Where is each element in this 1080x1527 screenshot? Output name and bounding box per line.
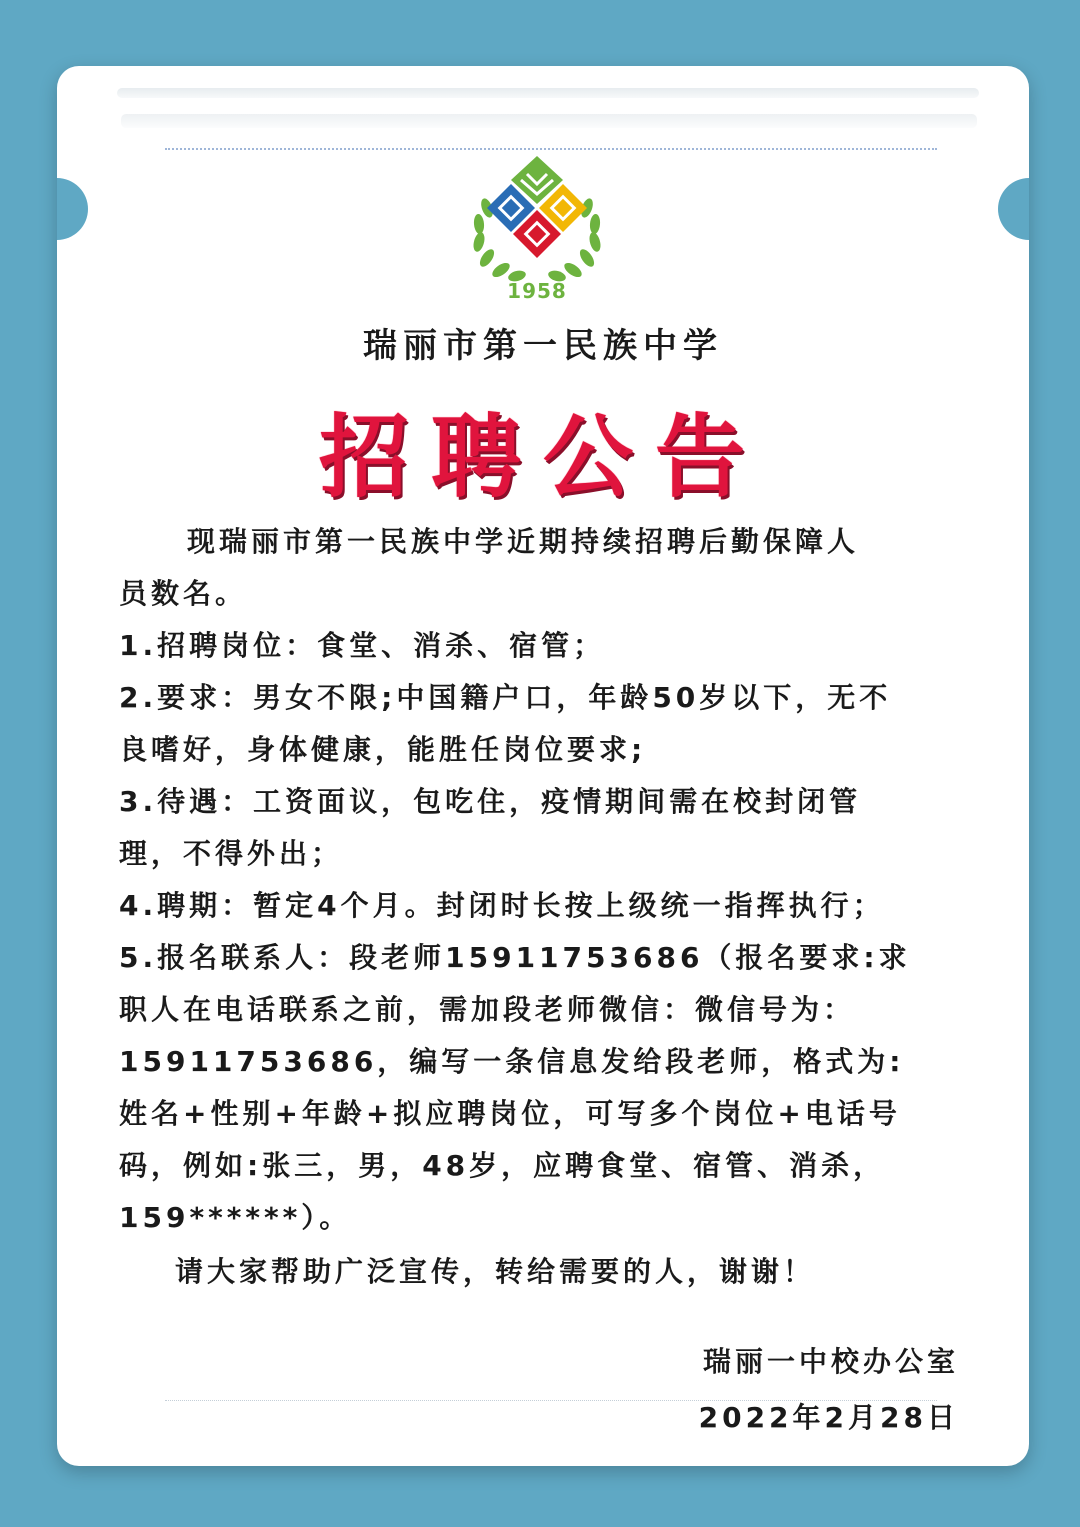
item-contact: 15911753686，编写一条信息发给段老师，格式为:	[119, 1045, 905, 1078]
item-contact: 姓名+性别+年龄+拟应聘岗位，可写多个岗位+电话号	[119, 1097, 901, 1130]
item-contact: 职人在电话联系之前，需加段老师微信：微信号为：	[119, 993, 856, 1026]
intro-line: 现瑞丽市第一民族中学近期持续招聘后勤保障人	[187, 525, 860, 558]
decorative-band	[117, 88, 979, 98]
decorative-band	[121, 114, 977, 128]
divider-top	[165, 148, 937, 150]
intro-line: 员数名。	[119, 577, 248, 610]
logo-year: 1958	[507, 279, 567, 303]
signature-block	[699, 1334, 959, 1446]
item-contact: 5.报名联系人：段老师15911753686（报名要求:求	[119, 941, 911, 974]
item-requirements: 良嗜好，身体健康，能胜任岗位要求;	[119, 733, 647, 766]
item-contact: 码，例如:张三，男，48岁，应聘食堂、宿管、消杀，	[119, 1149, 886, 1182]
item-contact: 159******）。	[119, 1201, 352, 1234]
page-title: 招聘公告	[319, 405, 767, 510]
item-benefits: 3.待遇：工资面议，包吃住，疫情期间需在校封闭管	[119, 785, 862, 818]
signature-date: 2022年2月28日	[698, 1401, 959, 1434]
item-requirements: 2.要求：男女不限;中国籍户口，年龄50岁以下，无不	[119, 681, 892, 714]
item-benefits: 理，不得外出；	[119, 837, 344, 870]
school-name: 瑞丽市第一民族中学	[363, 326, 723, 366]
paper-notch-right	[998, 178, 1029, 240]
item-positions: 1.招聘岗位：食堂、消杀、宿管；	[119, 629, 606, 662]
notice-paper	[57, 66, 1029, 1466]
signature-office: 瑞丽一中校办公室	[702, 1345, 959, 1378]
notice-body	[119, 516, 969, 1298]
school-logo	[465, 154, 609, 304]
closing-line: 请大家帮助广泛宣传，转给需要的人，谢谢！	[175, 1255, 816, 1288]
paper-notch-left	[57, 178, 88, 240]
item-term: 4.聘期：暂定4个月。封闭时长按上级统一指挥执行；	[119, 889, 885, 922]
